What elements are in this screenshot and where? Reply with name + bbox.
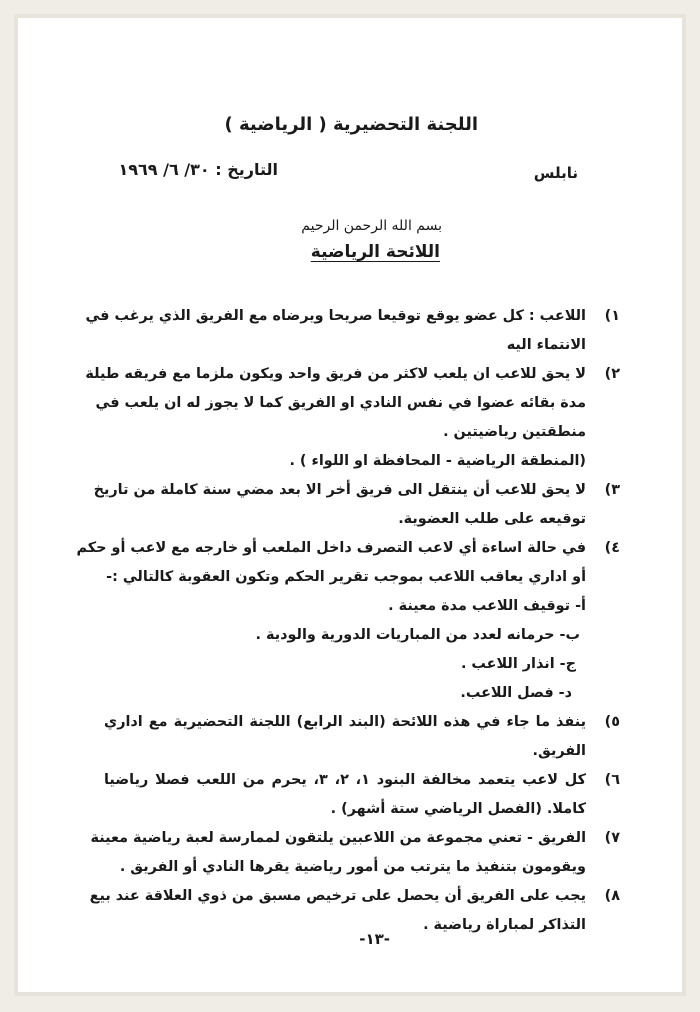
item-line: لا يحق للاعب أن ينتقل الى فريق أخر الا بعد مضي سنة كاملة من تاريخ xyxy=(93,482,586,498)
document-date: التاريخ : ٣٠/ ٦/ ١٩٦٩ xyxy=(118,160,278,179)
regulation-body xyxy=(76,302,620,940)
item-line: ويقومون بتنفيذ ما يترتب من أمور رياضية يقرها النادي أو الفريق . xyxy=(119,859,586,875)
item-line: في حالة اساءة أي لاعب التصرف داخل الملعب أو خارجه مع لاعب أو حكم xyxy=(76,540,586,556)
page-number: -١٣- xyxy=(359,930,390,948)
sub-item: ج- انذار اللاعب . xyxy=(460,656,576,672)
regulation-item-2 xyxy=(85,360,620,476)
item-line: كل لاعب يتعمد مخالفة البنود ١، ٢، ٣، يحرم من اللعب فصلا رياضيا xyxy=(104,772,586,788)
item-number: ١) xyxy=(604,308,620,324)
item-line: مدة بقائه عضوا في نفس النادي او الفريق كما لا يجوز له ان يلعب في xyxy=(95,395,586,411)
item-number: ٥) xyxy=(604,714,620,730)
basmala: بسم الله الرحمن الرحيم xyxy=(301,218,442,234)
regulation-item-7 xyxy=(90,824,620,882)
item-line: أو اداري يعاقب اللاعب بموجب تقرير الحكم وتكون العقوبة كالتالي :- xyxy=(106,569,586,585)
item-line: الفريق - تعني مجموعة من اللاعبين يلتقون لممارسة لعبة رياضية معينة xyxy=(90,830,586,846)
regulation-heading: اللائحة الرياضية xyxy=(310,242,440,262)
item-line: التذاكر لمباراة رياضية . xyxy=(423,917,586,933)
sub-item: أ- توقيف اللاعب مدة معينة . xyxy=(388,598,586,614)
item-number: ٧) xyxy=(604,830,620,846)
item-line: توقيعه على طلب العضوية. xyxy=(398,511,586,527)
item-number: ٣) xyxy=(604,482,620,498)
document-title: اللجنة التحضيرية ( الرياضية ) xyxy=(224,114,478,135)
sub-item: ب- حرمانه لعدد من المباريات الدورية والودية . xyxy=(255,627,580,643)
item-line: لا يحق للاعب ان يلعب لاكثر من فريق واحد ويكون ملزما مع فريقه طيلة xyxy=(85,366,586,382)
item-line: الفريق. xyxy=(532,743,586,759)
item-number: ٢) xyxy=(604,366,620,382)
sub-item: د- فصل اللاعب. xyxy=(460,685,572,701)
regulation-item-6 xyxy=(104,766,620,824)
regulation-item-3 xyxy=(93,476,620,534)
item-line: ينفذ ما جاء في هذه اللائحة (البند الرابع) اللجنة التحضيرية مع اداري xyxy=(104,714,586,730)
item-line: يجب على الفريق أن يحصل على ترخيص مسبق من ذوي العلاقة عند بيع xyxy=(89,888,586,904)
regulation-item-4 xyxy=(76,534,620,708)
document-page xyxy=(18,18,682,992)
item-line: (المنطقة الرياضية - المحافظة او اللواء ) . xyxy=(289,453,586,469)
item-line: منطقتين رياضيتين . xyxy=(443,424,586,440)
regulation-item-5 xyxy=(104,708,620,766)
regulation-item-1 xyxy=(85,302,620,360)
item-line: اللاعب : كل عضو يوقع توقيعا صريحا ويرضاه مع الفريق الذي يرغب في xyxy=(85,308,586,324)
city-name: نابلس xyxy=(533,164,578,182)
item-number: ٨) xyxy=(604,888,620,904)
item-line: الانتماء اليه xyxy=(506,337,586,353)
item-number: ٦) xyxy=(604,772,620,788)
item-number: ٤) xyxy=(604,540,620,556)
item-line: كاملا. (الفصل الرياضي ستة أشهر) . xyxy=(330,801,586,817)
